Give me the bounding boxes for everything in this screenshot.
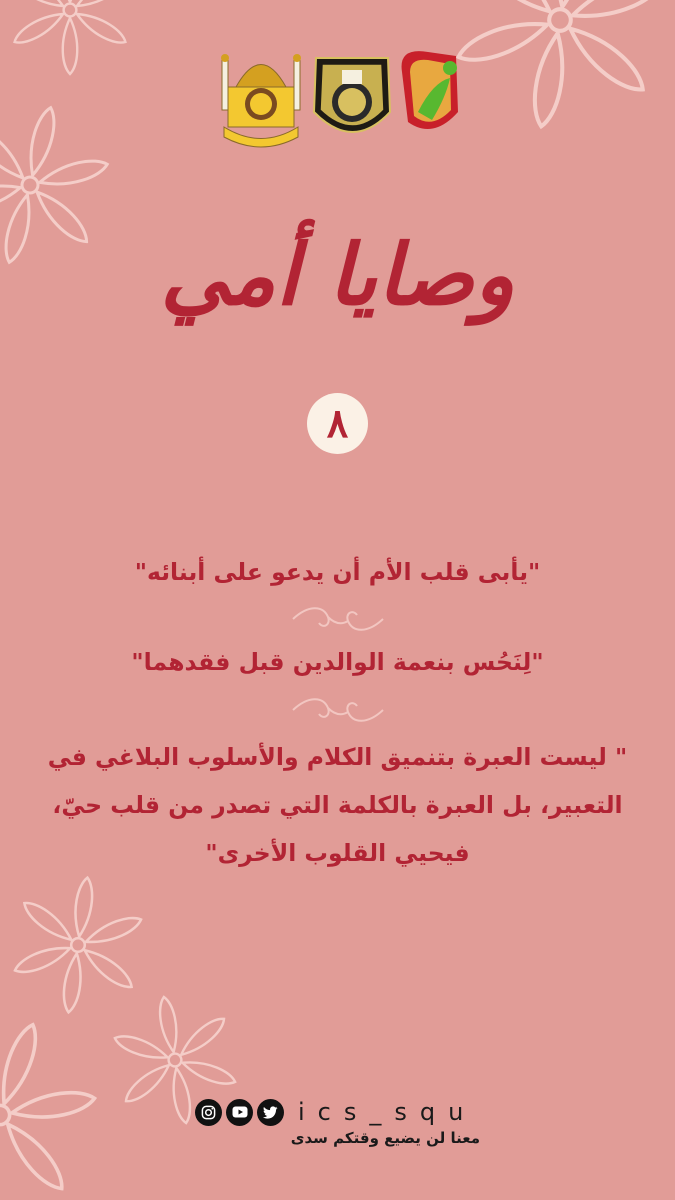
islamic-culture-society-logo xyxy=(221,54,301,147)
green-figure-logo xyxy=(402,51,458,129)
quote-2: "لِنَحُس بنعمة الوالدين قبل فقدهما" xyxy=(131,648,544,676)
ornament-divider-1 xyxy=(283,597,393,641)
instagram-icon[interactable] xyxy=(195,1099,222,1126)
footer xyxy=(195,1097,485,1157)
flower-bottom-left-small xyxy=(6,869,149,1021)
flower-top-left xyxy=(11,0,129,74)
quote-1: "يأبى قلب الأم أن يدعو على أبنائه" xyxy=(134,558,541,586)
university-seal-logo xyxy=(314,58,390,132)
footer-tagline: معنا لن يضيع وقتكم سدى xyxy=(290,1129,480,1147)
quote-3: " ليست العبرة بتنميق الكلام والأسلوب البلاغي في التعبير، بل العبرة بالكلمة التي تصدر من قلب حيّ، فيحيي القلوب الأخرى" xyxy=(47,743,628,867)
ornament-divider-2 xyxy=(283,688,393,732)
flower-bottom-left-large xyxy=(0,994,116,1200)
badge-number: ٨ xyxy=(326,400,349,447)
title-text: وصايا أمي xyxy=(160,225,515,324)
flower-top-right xyxy=(443,0,675,144)
logo-group xyxy=(218,42,468,150)
social-handle: ics_squ xyxy=(298,1098,477,1126)
number-badge xyxy=(307,393,368,454)
twitter-icon[interactable] xyxy=(257,1099,284,1126)
page-title xyxy=(0,205,675,345)
youtube-icon[interactable] xyxy=(226,1099,253,1126)
social-row xyxy=(195,1097,485,1127)
